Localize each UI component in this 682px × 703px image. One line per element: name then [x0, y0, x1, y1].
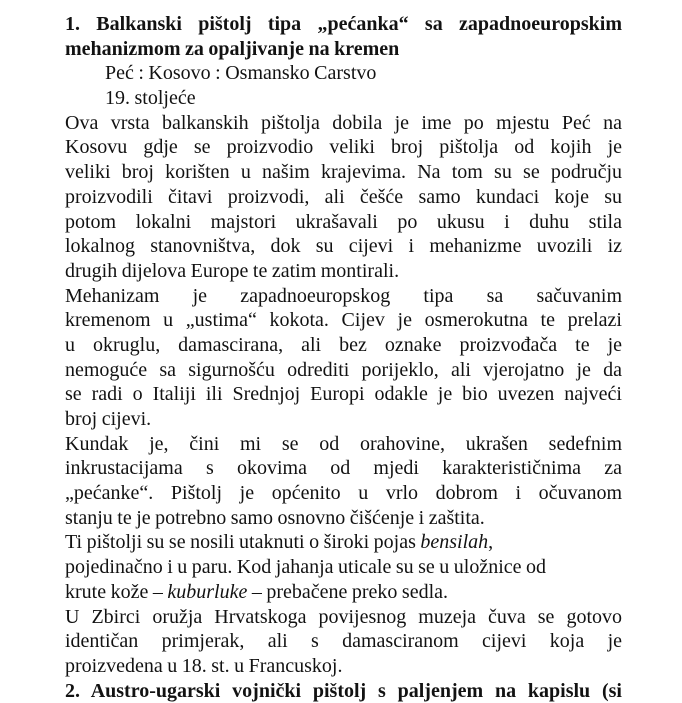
paragraph-mechanism-line — [65, 382, 622, 407]
paragraph-museum-line — [65, 605, 622, 630]
entry-2-heading-clipped-line — [65, 679, 622, 703]
text-segment: potom lokalni majstori ukrašavali po ukusu i duhu stila — [65, 210, 622, 233]
text-segment: Peć : Kosovo : Osmansko Carstvo — [105, 62, 377, 85]
paragraph-carrying-line — [65, 555, 622, 580]
paragraph-mechanism-line — [65, 308, 622, 333]
paragraph-mechanism-line — [65, 333, 622, 358]
text-segment: drugih dijelova Europe te zatim montirali. — [65, 259, 400, 282]
text-segment: proizvodili čitavi proizvodi, ali češće samo kundaci koje su — [65, 185, 622, 208]
text-segment: U Zbirci oružja Hrvatskoga povijesnog muzeja čuva se gotovo — [65, 605, 622, 628]
paragraph-carrying-line — [65, 580, 622, 605]
paragraph-stock-line — [65, 456, 622, 481]
text-segment: „pećanke“. Pištolj je općenito u vrlo dobrom i očuvanom — [65, 482, 622, 505]
text-segment: kremenom u „ustima“ kokota. Cijev je osmerokutna te prelazi — [65, 309, 622, 332]
paragraph-origin-line — [65, 259, 622, 284]
text-segment: lokalnog stanovništva, dok su cijevi i mehanizme uvozili iz — [65, 235, 622, 258]
text-segment: veliki broj korišten u našim krajevima. Na tom su se području — [65, 161, 622, 184]
paragraph-stock-line — [65, 481, 622, 506]
paragraph-stock-line — [65, 506, 622, 531]
paragraph-origin-line — [65, 111, 622, 136]
text-segment: Ti pištolji su se nosili utaknuti o široki pojas — [65, 531, 421, 554]
italic-term: kuburluke — [167, 580, 248, 603]
paragraph-carrying-line — [65, 530, 622, 555]
paragraph-origin-line — [65, 210, 622, 235]
text-segment: identičan primjerak, ali s damasciranom cijevi koja je — [65, 630, 622, 653]
paragraph-origin-line — [65, 185, 622, 210]
italic-term: bensilah — [420, 531, 489, 554]
paragraph-mechanism-line — [65, 284, 622, 309]
text-segment: inkrustacijama s okovima od mjedi karakterističnima za — [65, 457, 622, 480]
paragraph-origin-line — [65, 135, 622, 160]
paragraph-origin-line — [65, 160, 622, 185]
text-segment: 19. stoljeće — [105, 87, 196, 110]
text-segment: Ova vrsta balkanskih pištolja dobila je ime po mjestu Peć na — [65, 111, 622, 134]
text-segment: mehanizmom za opaljivanje na kremen — [65, 37, 400, 60]
paragraph-mechanism-line — [65, 358, 622, 383]
text-segment: se radi o Italiji ili Srednjoj Europi odakle je bio uvezen najveći — [65, 383, 622, 406]
paragraph-museum-line — [65, 629, 622, 654]
text-segment: Mehanizam je zapadnoeuropskog tipa sa sačuvanim — [65, 284, 622, 307]
entry-1-heading-line — [65, 12, 622, 37]
text-segment: , — [488, 531, 494, 554]
paragraph-stock-line — [65, 432, 622, 457]
text-segment: nemoguće sa sigurnošću odrediti porijeklo, ali vjerojatno je da — [65, 358, 622, 381]
entry-1-heading-line — [65, 37, 622, 62]
text-segment: pojedinačno i u paru. Kod jahanja uticale su se u uložnice od — [65, 556, 547, 579]
entry-1-meta-line — [65, 61, 622, 86]
entry-1-meta-line — [65, 86, 622, 111]
text-segment: Kosovu gdje se proizvodio veliki broj pištolja od kojih je — [65, 136, 622, 159]
paragraph-mechanism-line — [65, 407, 622, 432]
text-segment: 1. Balkanski pištolj tipa „pećanka“ sa zapadnoeuropskim — [65, 13, 622, 35]
text-segment: u okruglu, damascirana, ali bez oznake proizvođača te je — [65, 333, 622, 356]
paragraph-origin-line — [65, 234, 622, 259]
paragraph-museum-line — [65, 654, 622, 679]
text-segment: 2. Austro-ugarski vojnički pištolj s paljenjem na kapislu (si — [65, 679, 622, 702]
text-segment: proizvedena u 18. st. u Francuskoj. — [65, 654, 343, 677]
text-segment: – prebačene preko sedla. — [247, 580, 449, 603]
text-segment: krute kože – — [65, 580, 168, 603]
text-segment: Kundak je, čini mi se od orahovine, ukrašen sedefnim — [65, 432, 622, 455]
text-segment: broj cijevi. — [65, 408, 152, 430]
text-segment: stanju te je potrebno samo osnovno čišćenje i zaštita. — [65, 506, 485, 529]
